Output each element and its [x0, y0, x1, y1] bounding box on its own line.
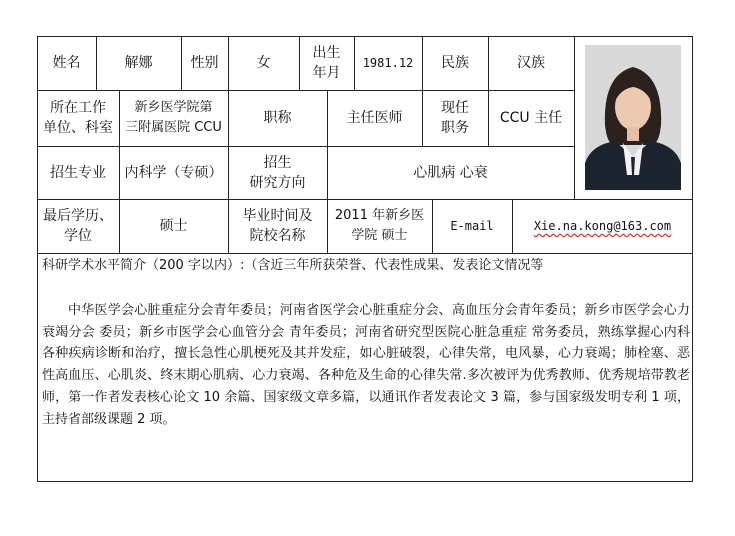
position-label: 现任 职务 — [441, 100, 469, 136]
name-value: 解娜 — [124, 55, 153, 71]
degree-label: 最后学历、 学位 — [43, 208, 113, 244]
col-divider — [574, 36, 575, 199]
email-value[interactable]: Xie.na.kong@163.com — [533, 219, 672, 233]
graduation-label: 毕业时间及 院校名称 — [242, 208, 313, 244]
birth-label: 出生 年月 — [312, 45, 341, 81]
ethnicity-value: 汉族 — [517, 55, 545, 71]
major-value: 内科学（专硕） — [124, 164, 223, 181]
gender-label: 性别 — [190, 55, 219, 71]
graduation-value: 2011 年新乡医 学院 硕士 — [334, 208, 425, 243]
research-value: 心肌病 心衰 — [413, 164, 488, 181]
name-label: 姓名 — [52, 55, 81, 71]
title-label: 职称 — [263, 110, 292, 126]
unit-label: 所在工作 单位、科室 — [43, 100, 113, 136]
research-label: 招生 研究方向 — [249, 154, 306, 191]
degree-value: 硕士 — [159, 218, 188, 234]
description-heading: 科研学术水平简介（200 字以内）:（含近三年所获荣誉、代表性成果、发表论文情况等 — [42, 258, 544, 273]
major-label: 招生专业 — [50, 164, 106, 181]
birth-value: 1981.12 — [362, 56, 414, 70]
gender-value: 女 — [256, 55, 271, 71]
portrait-photo-icon — [585, 45, 681, 190]
portrait-photo — [585, 45, 681, 190]
description-body: 中华医学会心脏重症分会青年委员；河南省医学会心脏重症分会、高血压分会青年委员；新乡市医学会心力衰竭分会 委员；新乡市医学会心血管分会 青年委员；河南省研究型医院心脏急重症 常务委员，熟练掌握心内科各种疾病诊断和治疗，擅长急性心肌梗死及其并发症，如心脏破裂，心律失常，电风暴，心力衰竭；肺栓塞、恶性高血压、心肌炎、终末期心肌病、心力衰竭、各种危及生命的心律失常.多次被评为优秀教师、优秀规培带教老师，第一作者发表核心论文 10 余篇、国家级文章多篇，以通讯作者发表论文 3 篇，参与国家级发明专利 1 项，主持省部级课题 2 项。 — [42, 303, 690, 427]
title-value: 主任医师 — [346, 110, 403, 126]
position-value: CCU 主任 — [499, 110, 563, 126]
email-label: E-mail — [450, 219, 494, 233]
ethnicity-label: 民族 — [441, 55, 469, 71]
unit-value: 新乡医学院第 三附属医院 CCU — [125, 100, 222, 135]
row-divider — [37, 253, 693, 254]
